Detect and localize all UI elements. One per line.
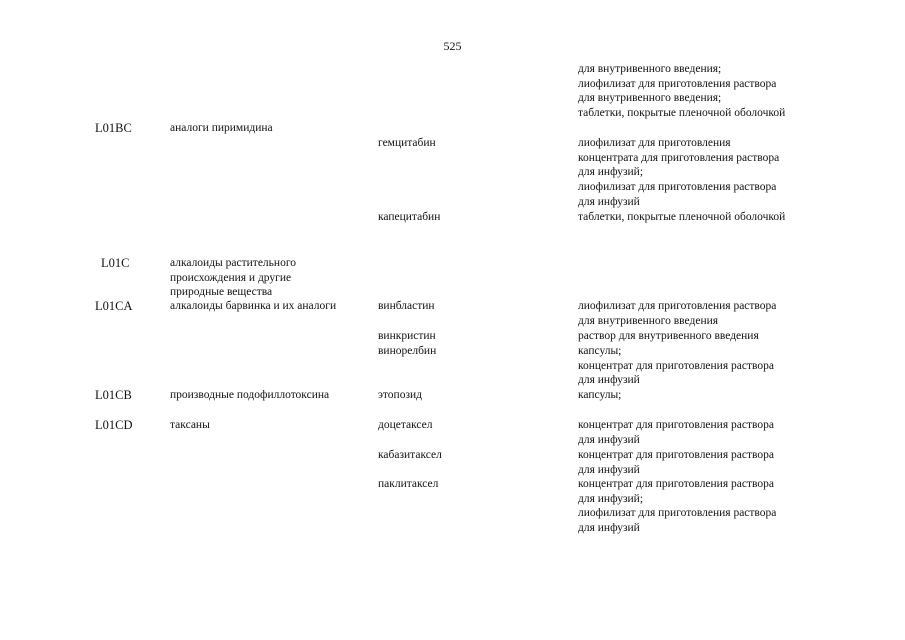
dosage-form-line: капсулы; <box>578 389 622 401</box>
atc-code-l01cb: L01CB <box>95 388 132 402</box>
group-name-l01cd: таксаны <box>170 419 210 431</box>
dosage-form-line: для инфузий <box>578 522 640 535</box>
dosage-form-line: лиофилизат для приготовления <box>578 137 731 149</box>
atc-code-l01bc: L01BC <box>95 121 132 135</box>
dosage-form-line: капсулы; <box>578 345 622 357</box>
dosage-forms-etoposide <box>578 388 898 403</box>
dosage-form-line: для инфузий <box>578 374 640 387</box>
drug-name-paclitaxel: паклитаксел <box>378 478 439 490</box>
atc-code-l01ca: L01CA <box>95 299 133 313</box>
drug-name-docetaxel: доцетаксел <box>378 419 433 431</box>
dosage-form-line: для внутривенного введения; <box>578 63 722 75</box>
dosage-form-line: для инфузий; <box>578 492 644 505</box>
dosage-form-line: таблетки, покрытые пленочной оболочкой <box>578 107 786 120</box>
atc-code-l01cd: L01CD <box>95 418 133 432</box>
dosage-form-line: для инфузий <box>578 463 640 476</box>
dosage-forms-docetaxel <box>578 418 898 447</box>
dosage-forms-cabazitaxel <box>578 448 898 477</box>
continued-dosage-forms <box>578 62 898 121</box>
page-number: 525 <box>443 39 462 53</box>
atc-code-l01c: L01C <box>101 256 130 270</box>
dosage-form-line: лиофилизат для приготовления раствора <box>578 181 777 194</box>
drug-name-vincristine: винкристин <box>378 330 436 342</box>
dosage-form-line: таблетки, покрытые пленочной оболочкой <box>578 211 786 223</box>
dosage-form-line: для внутривенного введения <box>578 314 719 327</box>
dosage-form-line: концентрата для приготовления раствора <box>578 151 780 164</box>
dosage-forms-paclitaxel <box>578 477 898 536</box>
dosage-form-line: для инфузий; <box>578 166 644 179</box>
drug-name-cabazitaxel: кабазитаксел <box>378 449 442 461</box>
dosage-form-line: концентрат для приготовления раствора <box>578 359 774 372</box>
group-name-l01ca: алкалоиды барвинка и их аналоги <box>170 300 337 312</box>
group-name-l01c <box>170 256 296 300</box>
group-name-l01bc: аналоги пиримидина <box>170 122 273 134</box>
group-name-line: происхождения и другие <box>170 271 292 284</box>
drug-name-vinorelbine: винорелбин <box>378 345 437 357</box>
drug-name-vinblastine: винбластин <box>378 300 435 312</box>
dosage-form-line: концентрат для приготовления раствора <box>578 478 774 490</box>
dosage-forms-vincristine <box>578 329 898 344</box>
dosage-form-line: лиофилизат для приготовления раствора <box>578 300 777 312</box>
group-name-l01cb: производные подофиллотоксина <box>170 389 330 401</box>
dosage-forms-capecitabine <box>578 210 898 225</box>
drug-name-capecitabine: капецитабин <box>378 211 441 223</box>
dosage-form-line: для внутривенного введения; <box>578 92 722 105</box>
dosage-form-line: концентрат для приготовления раствора <box>578 419 774 431</box>
group-name-line: природные вещества <box>170 286 273 299</box>
dosage-forms-gemcitabine <box>578 136 898 210</box>
dosage-forms-vinorelbine <box>578 344 898 388</box>
dosage-form-line: концентрат для приготовления раствора <box>578 449 774 461</box>
dosage-form-line: лиофилизат для приготовления раствора <box>578 507 777 520</box>
dosage-form-line: лиофилизат для приготовления раствора <box>578 77 777 90</box>
drug-name-gemcitabine: гемцитабин <box>378 137 436 149</box>
dosage-form-line: раствор для внутривенного введения <box>578 330 759 342</box>
group-name-line: алкалоиды растительного <box>170 257 296 269</box>
drug-name-etoposide: этопозид <box>378 389 423 401</box>
dosage-form-line: для инфузий <box>578 433 640 446</box>
dosage-form-line: для инфузий <box>578 195 640 208</box>
dosage-forms-vinblastine <box>578 299 898 328</box>
